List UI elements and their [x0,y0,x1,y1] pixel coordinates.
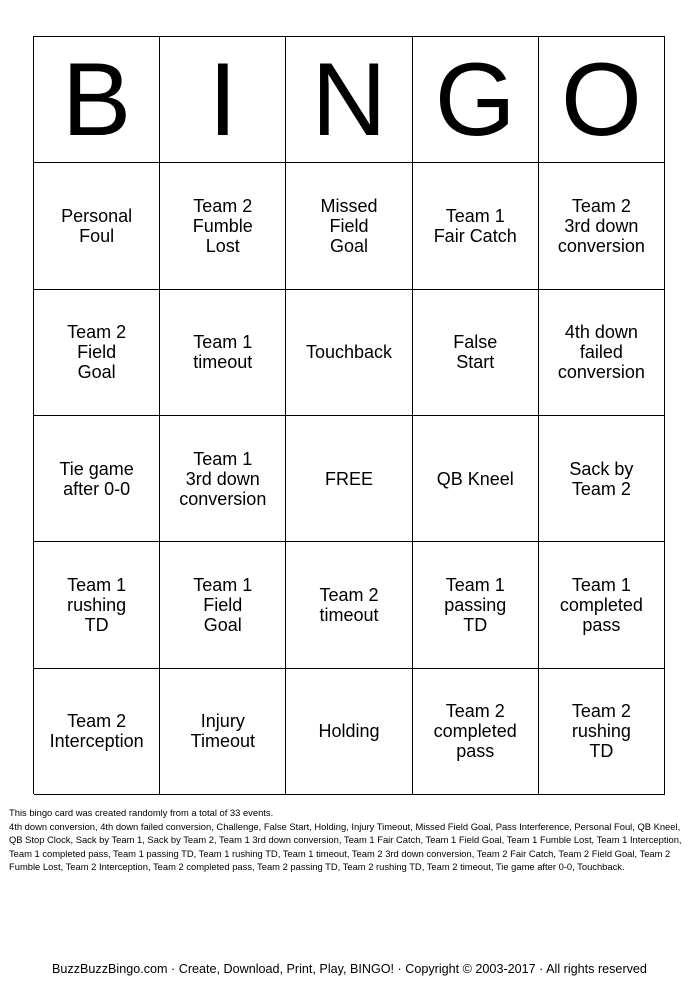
bingo-cell: Missed Field Goal [286,163,412,289]
bingo-card [33,36,665,794]
bingo-cell: Personal Foul [34,163,160,289]
header-letter-b: B [34,37,160,163]
card-info [9,806,693,874]
header-letter-i: I [160,37,286,163]
header-letter-g: G [413,37,539,163]
bingo-cell: Team 1 completed pass [539,542,665,668]
bingo-cell: Team 1 timeout [160,290,286,416]
bingo-cell: Team 2 3rd down conversion [539,163,665,289]
free-space-cell: FREE [286,416,412,542]
bingo-cell: Holding [286,669,412,795]
bingo-header-row [34,37,665,163]
bingo-cell: Team 2 timeout [286,542,412,668]
bingo-cell: Team 1 Fair Catch [413,163,539,289]
bingo-cell: Tie game after 0-0 [34,416,160,542]
bingo-cell: Team 1 3rd down conversion [160,416,286,542]
event-list: 4th down conversion, 4th down failed conversion, Challenge, False Start, Holding, Injury Timeout, Missed Field Goal, Pass Interference, Personal Foul, QB Kneel, QB Stop Clock, Sack by Team 1, Sack by Team 2, Team 1 3rd down conversion, Team 1 Fair Catch, Team 1 Field Goal, Team 1 Fumble Lost, Team 1 Interception, Team 1 completed pass, Team 1 passing TD, Team 1 rushing TD, Team 1 timeout, Team 2 3rd down conversion, Team 2 Fair Catch, Team 2 Field Goal, Team 2 Fumble Lost, Team 2 Interception, Team 2 completed pass, Team 2 passing TD, Team 2 rushing TD, Team 2 timeout, Tie game after 0-0, Touchback. [9,820,682,873]
bingo-cell: Sack by Team 2 [539,416,665,542]
bingo-cell: QB Kneel [413,416,539,542]
bingo-cell: Team 1 rushing TD [34,542,160,668]
bingo-row [34,163,665,289]
bingo-cell: 4th down failed conversion [539,290,665,416]
bingo-cell: Team 2 rushing TD [539,669,665,795]
bingo-cell: Team 2 Interception [34,669,160,795]
bingo-cell: Team 2 Fumble Lost [160,163,286,289]
card-summary: This bingo card was created randomly from a total of 33 events. [9,807,274,818]
header-letter-o: O [539,37,665,163]
bingo-row [34,290,665,416]
bingo-cell: Team 1 passing TD [413,542,539,668]
bingo-cell: Team 1 Field Goal [160,542,286,668]
bingo-row [34,542,665,668]
bingo-cell: Touchback [286,290,412,416]
site-footer: BuzzBuzzBingo.com · Create, Download, Print, Play, BINGO! · Copyright © 2003-2017 · All rights reserved [52,962,647,976]
bingo-cell: Team 2 Field Goal [34,290,160,416]
bingo-cell: Team 2 completed pass [413,669,539,795]
header-letter-n: N [286,37,412,163]
bingo-row [34,669,665,795]
bingo-cell: False Start [413,290,539,416]
bingo-cell: Injury Timeout [160,669,286,795]
bingo-row [34,416,665,542]
